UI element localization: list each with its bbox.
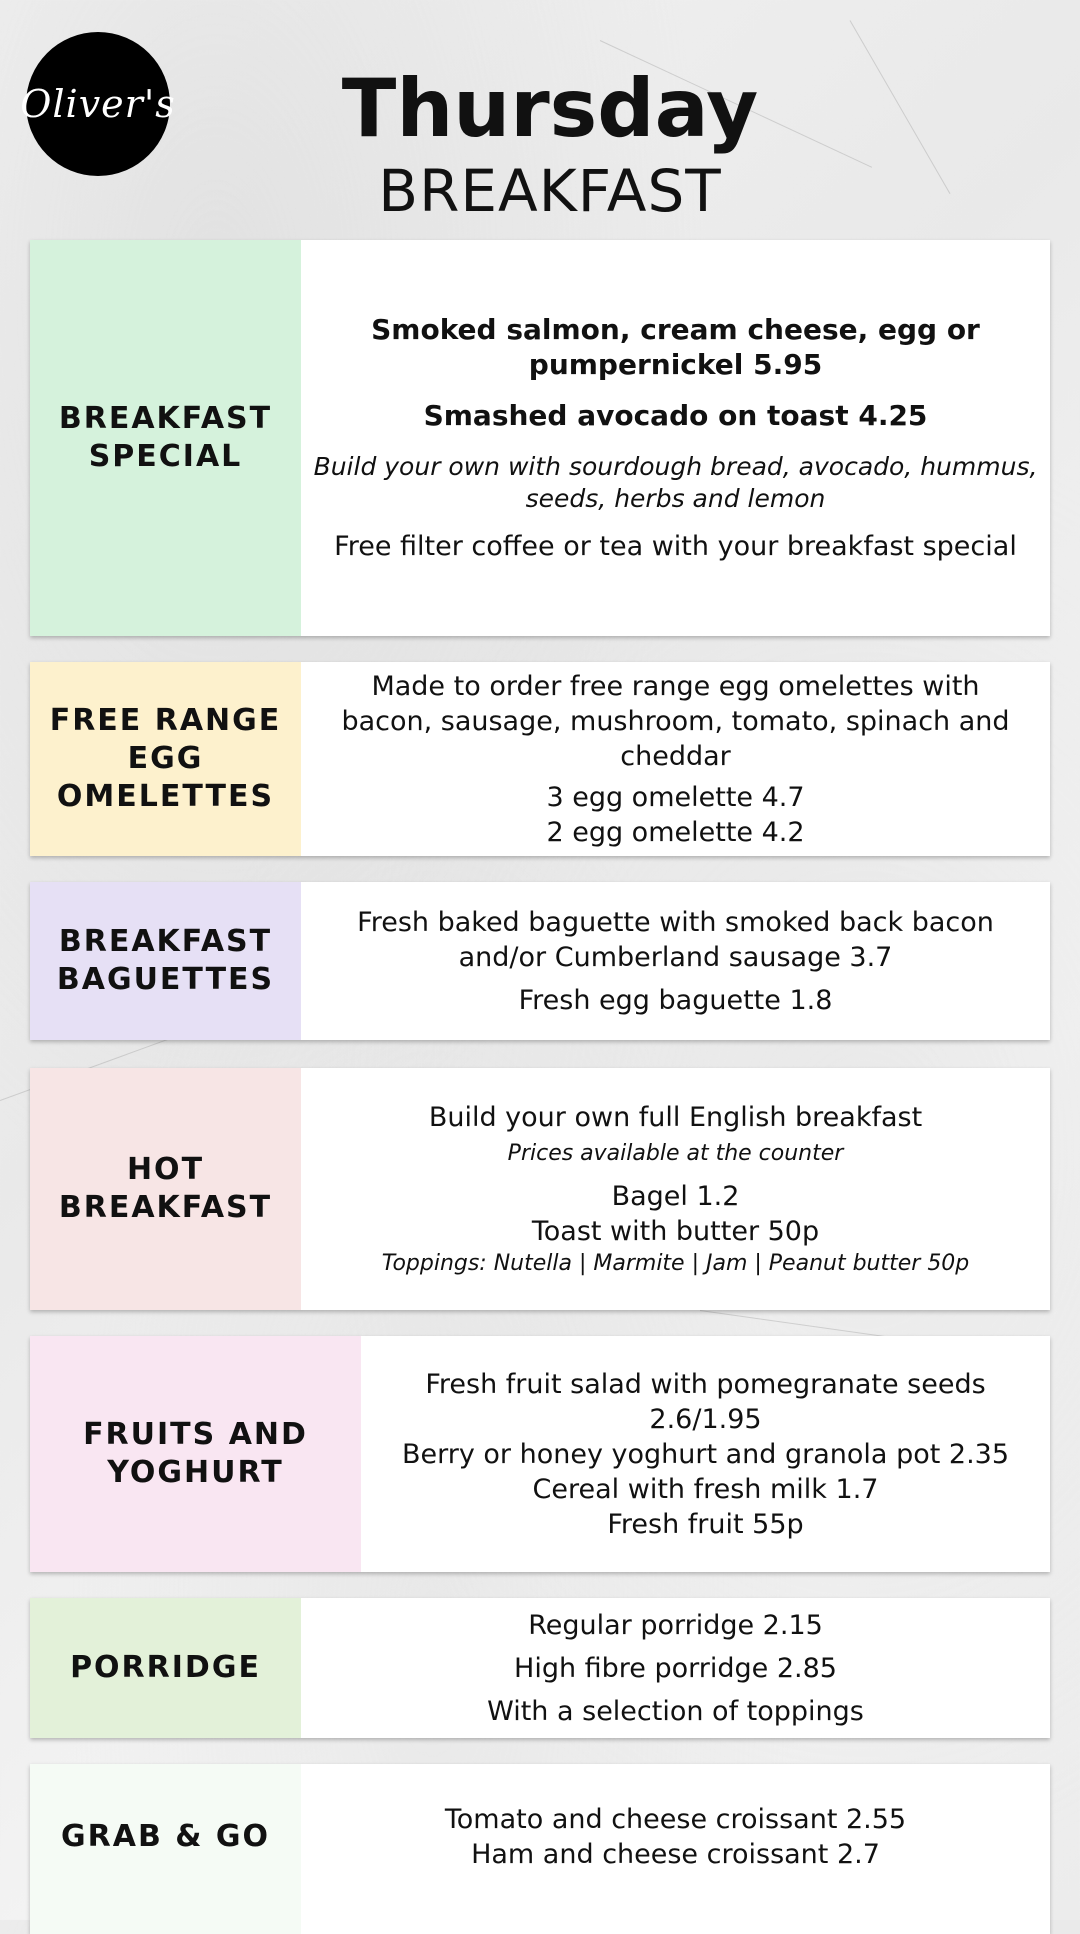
section-content	[301, 662, 1050, 856]
section-baguettes	[30, 882, 1050, 1040]
menu-item: Berry or honey yoghurt and granola pot 2.35	[401, 1438, 1010, 1470]
section-content	[301, 1068, 1050, 1310]
section-omelettes	[30, 662, 1050, 856]
section-label: FRUITS AND YOGHURT	[30, 1336, 361, 1572]
section-content	[301, 1598, 1050, 1738]
section-porridge	[30, 1598, 1050, 1738]
logo-text: Oliver's	[20, 82, 176, 126]
menu-item: Regular porridge 2.15	[528, 1609, 823, 1641]
menu-item: Toast with butter 50p	[531, 1215, 820, 1247]
menu-item: Bagel 1.2	[611, 1180, 740, 1212]
section-label: BREAKFAST SPECIAL	[30, 240, 301, 636]
menu-note: Made to order free range egg omelettes with bacon, sausage, mushroom, tomato, spinach and cheddar	[341, 670, 1010, 772]
menu-item: Smoked salmon, cream cheese, egg or pumpernickel 5.95	[371, 313, 980, 381]
section-label: FREE RANGE EGG OMELETTES	[30, 662, 301, 856]
menu-item: Ham and cheese croissant 2.7	[471, 1839, 880, 1870]
section-hot-breakfast	[30, 1068, 1050, 1310]
section-breakfast-special	[30, 240, 1050, 636]
section-label: GRAB & GO	[30, 1764, 301, 1934]
menu-note: Build your own full English breakfast	[428, 1101, 923, 1133]
menu-item: 2 egg omelette 4.2	[546, 816, 805, 848]
menu-item: High fibre porridge 2.85	[514, 1652, 837, 1684]
menu-note: With a selection of toppings	[487, 1695, 864, 1727]
menu-item: Smashed avocado on toast 4.25	[423, 399, 928, 432]
menu-item: Tomato and cheese croissant 2.55	[444, 1804, 907, 1835]
menu-note: Toppings: Nutella | Marmite | Jam | Peanut butter 50p	[381, 1250, 970, 1276]
menu-item: 3 egg omelette 4.7	[546, 781, 805, 813]
page-subtitle-meal: BREAKFAST	[378, 157, 722, 225]
section-content	[301, 1764, 1050, 1934]
menu-note: Build your own with sourdough bread, avocado, hummus, seeds, herbs and lemon	[313, 452, 1038, 513]
page-title-day: Thursday	[341, 62, 759, 155]
section-label: HOT BREAKFAST	[30, 1068, 301, 1310]
menu-note: Prices available at the counter	[507, 1140, 844, 1166]
menu-item: Fresh egg baguette 1.8	[518, 984, 833, 1016]
section-grab-and-go	[30, 1764, 1050, 1934]
menu-item: Fresh fruit salad with pomegranate seeds 2.6/1.95	[425, 1368, 986, 1435]
section-label: PORRIDGE	[30, 1598, 301, 1738]
menu-note: Free filter coffee or tea with your breakfast special	[334, 531, 1017, 562]
olivers-logo	[20, 32, 176, 176]
menu-item: Fresh baked baguette with smoked back bacon and/or Cumberland sausage 3.7	[357, 906, 994, 973]
section-label: BREAKFAST BAGUETTES	[30, 882, 301, 1040]
section-content	[361, 1336, 1050, 1572]
section-fruits-yoghurt	[30, 1336, 1050, 1572]
menu-item: Cereal with fresh milk 1.7	[532, 1473, 879, 1505]
menu-item: Fresh fruit 55p	[607, 1508, 804, 1540]
section-content	[301, 240, 1050, 636]
section-content	[301, 882, 1050, 1040]
